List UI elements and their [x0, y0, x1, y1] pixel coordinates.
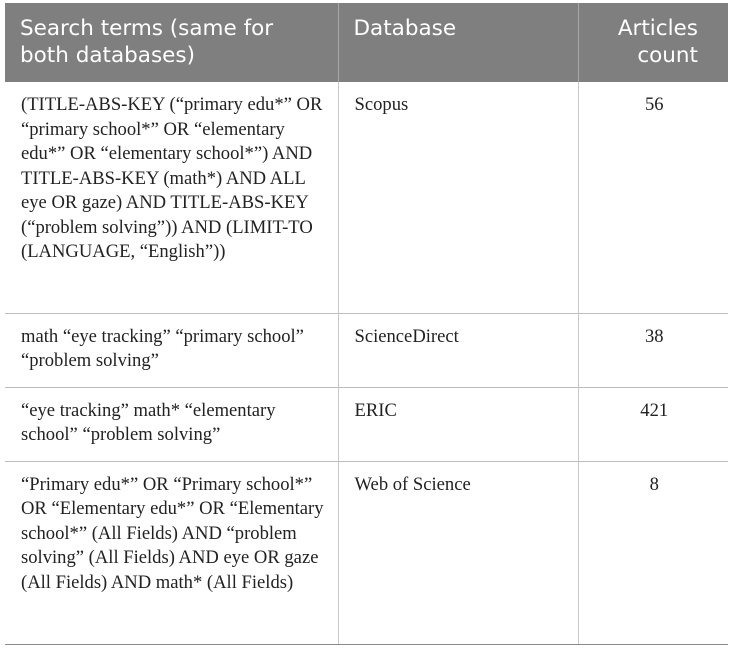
- table-row: [5, 461, 728, 644]
- cell-database: Scopus: [338, 82, 578, 313]
- header-articles-count: Articles count: [578, 3, 728, 82]
- table-body: [5, 82, 728, 644]
- table-row: [5, 82, 728, 313]
- table-row: [5, 313, 728, 387]
- search-terms-table: [5, 3, 728, 645]
- header-search-terms: Search terms (same for both databases): [5, 3, 338, 82]
- cell-search-terms: (TITLE-ABS-KEY (“primary edu*” OR “primary school*” OR “elementary edu*” OR “elementary school*”) AND TITLE-ABS-KEY (math*) AND ALL eye OR gaze) AND TITLE-ABS-KEY (“problem solving”)) AND (LIMIT-TO (LANGUAGE, “English”)): [5, 82, 338, 313]
- header-row: [5, 3, 728, 82]
- header-database: Database: [338, 3, 578, 82]
- cell-database: ERIC: [338, 387, 578, 461]
- cell-search-terms: math “eye tracking” “primary school” “problem solving”: [5, 313, 338, 387]
- table-row: [5, 387, 728, 461]
- cell-articles-count: 421: [578, 387, 728, 461]
- cell-database: Web of Science: [338, 461, 578, 644]
- cell-articles-count: 8: [578, 461, 728, 644]
- cell-search-terms: “Primary edu*” OR “Primary school*” OR “Elementary edu*” OR “Elementary school*” (All Fields) AND “problem solving” (All Fields) AND eye OR gaze (All Fields) AND math* (All Fields): [5, 461, 338, 644]
- table-header: [5, 3, 728, 82]
- cell-articles-count: 56: [578, 82, 728, 313]
- cell-database: ScienceDirect: [338, 313, 578, 387]
- cell-search-terms: “eye tracking” math* “elementary school” “problem solving”: [5, 387, 338, 461]
- cell-articles-count: 38: [578, 313, 728, 387]
